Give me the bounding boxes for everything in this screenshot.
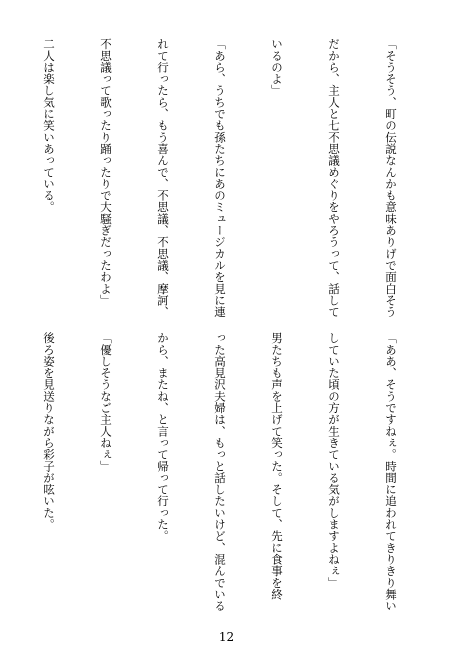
text-column [0,332,1,622]
text-column: いるのよ」 [270,38,284,97]
text-column: から、またね、と言って帰って行った。 [156,332,170,542]
text-column: だから、主人と七不思議めぐりをやろうって、話して [327,38,341,318]
upper-text-block [12,38,438,320]
text-column: 不思議って歌ったり踊ったりで大騒ぎだったわよ」 [99,38,113,306]
text-column: 「優しそうなご主人ねぇ」 [99,332,113,472]
text-column: れて行ったら、もう喜んで、不思議、不思議、摩訶、 [156,38,170,318]
page-number: 12 [218,630,235,644]
lower-text-block [12,332,438,622]
text-column: 「そうそう、町の伝説なんかも意味ありげで面白そう [384,38,398,318]
text-column: 二人は楽し気に笑いあっている。 [42,38,56,213]
text-column: った高見沢夫婦は、もっと話したいけど、混んでいる [213,332,227,612]
text-column [0,38,1,320]
text-column: 「ああ、そうですねぇ。時間に追われてきりきり舞い [384,332,398,612]
text-column: していた頃の方が生きている気がしますよねぇ」 [327,332,341,589]
text-column: 後ろ姿を見送りながら彩子が呟いた。 [42,332,56,531]
text-column: 男たちも声を上げて笑った。そして、先に食事を終 [270,332,284,600]
text-column: 「あら、うちでも孫たちにあのミュージカルを見に連 [213,38,227,318]
